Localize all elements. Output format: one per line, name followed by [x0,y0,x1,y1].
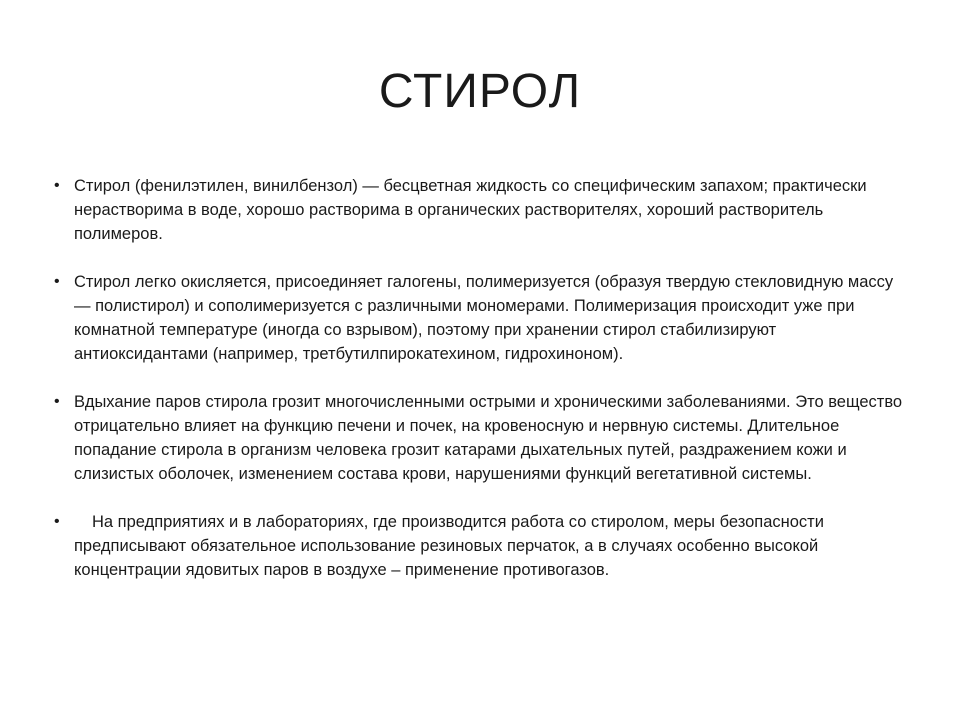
bullet-icon: • [54,513,60,530]
slide-title: СТИРОЛ [378,65,582,118]
bullet-text-1: Стирол (фенилэтилен, винилбензол) — бесцветная жидкость со специфическим запахом; практически нерастворима в воде, хорошо растворима в органических растворителях, хороший растворитель полимеров. [74,177,867,243]
bullet-icon: • [54,177,60,194]
bullet-text-2: Стирол легко окисляется, присоединяет галогены, полимеризуется (образуя твердую стекловидную массу — полистирол) и сополимеризуется с различными мономерами. Полимеризация происходит уже при комнатной температуре (иногда со взрывом), поэтому при хранении стирол стабилизируют антиоксидантами (например, третбутилпирокатехином, гидрохиноном). [74,273,894,363]
bullet-icon: • [54,393,60,410]
bullet-text-3: Вдыхание паров стирола грозит многочисленными острыми и хроническими заболеваниями. Это вещество отрицательно влияет на функцию печени и почек, на кровеносную и нервную системы. Длительное попадание стирола в организм человека грозит катарами дыхательных путей, раздражением кожи и слизистых оболочек, изменением состава крови, нарушениями функций вегетативной системы. [74,393,903,483]
bullet-item-2 [54,270,914,366]
bullet-list [54,174,914,582]
bullet-icon: • [54,273,60,290]
bullet-item-3 [54,390,914,486]
bullet-text-4: На предприятиях и в лабораториях, где производится работа со стиролом, меры безопасности предписывают обязательное использование резиновых перчаток, а в случаях особенно высокой концентрации ядовитых паров в воздухе – применение противогазов. [74,513,824,579]
bullet-item-1 [54,174,914,246]
bullet-item-4 [54,510,914,582]
